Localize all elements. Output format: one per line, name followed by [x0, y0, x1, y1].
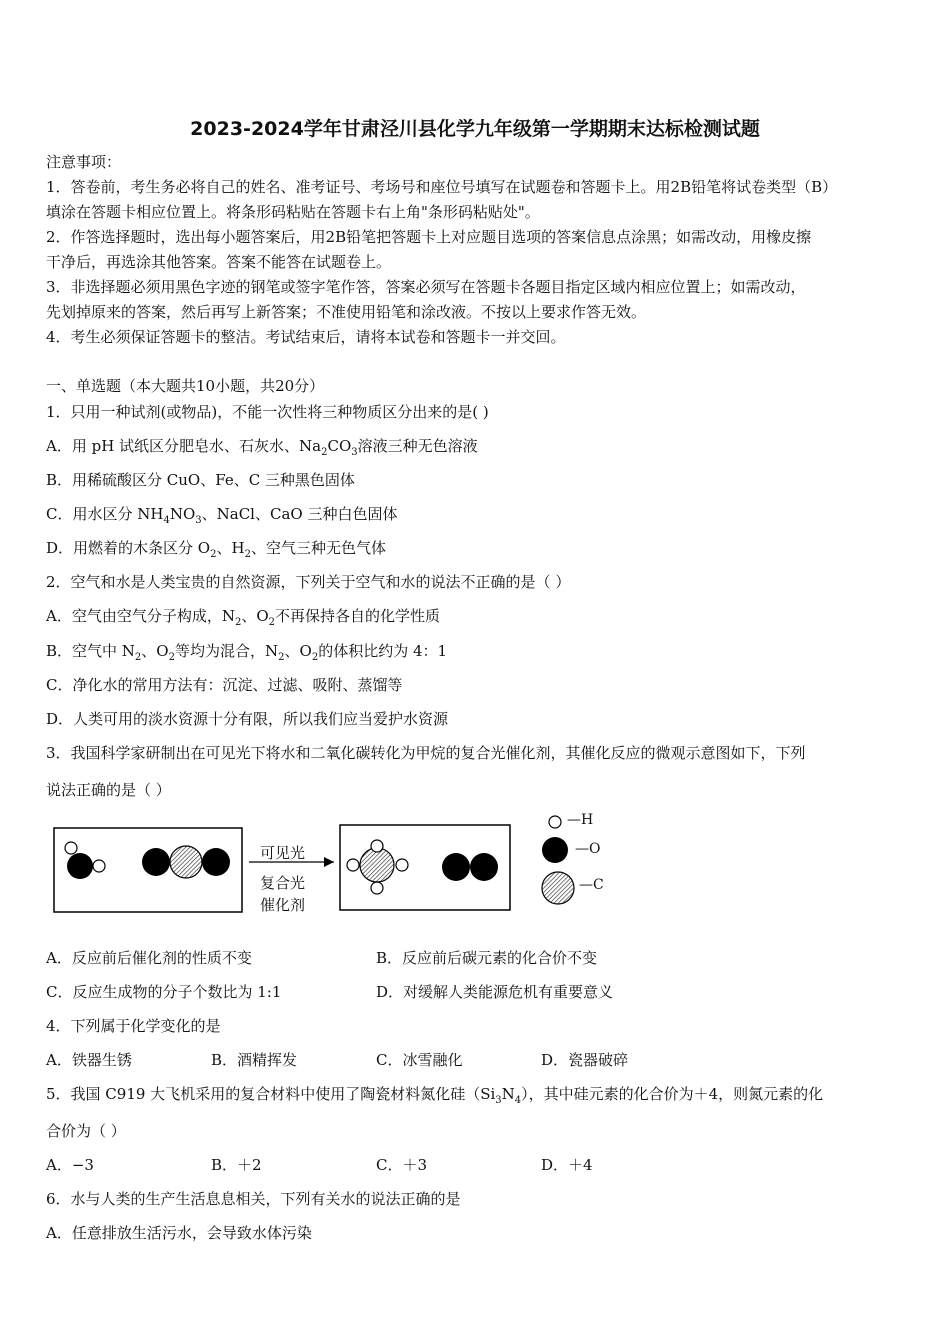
- question-stem: 6．水与人类的生产生活息息相关，下列有关水的说法正确的是: [46, 1190, 461, 1208]
- o-atom: [67, 853, 93, 879]
- option-a: A．−3: [46, 1156, 94, 1174]
- option-a: A．反应前后催化剂的性质不变: [46, 949, 252, 967]
- notice-line: 4．考生必须保证答题卡的整洁。考试结束后，请将本试卷和答题卡一并交回。: [46, 328, 566, 346]
- option-c: C．净化水的常用方法有：沉淀、过滤、吸附、蒸馏等: [46, 676, 403, 694]
- o-atom: [470, 853, 498, 881]
- arrow-head: [324, 857, 334, 867]
- c-atom: [170, 846, 202, 878]
- notice-line: 2．作答选择题时，选出每小题答案后，用2B铅笔把答题卡上对应题目选项的答案信息点涂黑；如需改动，用橡皮擦: [46, 228, 812, 246]
- h-atom: [347, 859, 359, 871]
- option-a: A．铁器生锈: [46, 1051, 132, 1069]
- notice-line: 3．非选择题必须用黑色字迹的钢笔或签字笔作答，答案必须写在答题卡各题目指定区域内相应位置上；如需改动，: [46, 278, 806, 296]
- option-b: B．空气中 $N_2$、$O_2$等均为混合，$N_2$、$O_2$的体积比约为 4：1: [46, 642, 448, 663]
- option-d: D．瓷器破碎: [541, 1051, 629, 1069]
- legend-h-atom: [549, 816, 561, 828]
- notice-heading: 注意事项：: [46, 153, 122, 171]
- h-atom: [371, 882, 383, 894]
- question-stem: 2．空气和水是人类宝贵的自然资源，下列关于空气和水的说法不正确的是（ ）: [46, 573, 571, 591]
- option-c: C．＋3: [376, 1156, 428, 1174]
- arrow-label-light: 可见光: [260, 844, 306, 862]
- question-stem: 5．我国 C919 大飞机采用的复合材料中使用了陶瓷材料氮化硅$(Si_3N_4)$，其中硅元素的化合价为＋4，则氮元素的化: [46, 1085, 824, 1106]
- question-stem: 合价为（ ）: [46, 1122, 126, 1140]
- option-c: C．冰雪融化: [376, 1051, 463, 1069]
- reaction-svg: [52, 815, 632, 920]
- h-atom: [371, 840, 383, 852]
- option-d: D．对缓解人类能源危机有重要意义: [376, 983, 614, 1001]
- legend-o-atom: [542, 837, 568, 863]
- question-stem: 说法正确的是（ ）: [46, 781, 171, 799]
- arrow-label-catalyst: 复合光: [260, 874, 306, 892]
- o-atom: [202, 848, 230, 876]
- legend-c-label: —C: [579, 877, 604, 893]
- notice-line: 干净后，再选涂其他答案。答案不能答在试题卷上。: [46, 253, 392, 271]
- option-c: C．反应生成物的分子个数比为 1:1: [46, 983, 282, 1001]
- h-atom: [93, 860, 105, 872]
- option-a: A．任意排放生活污水，会导致水体污染: [46, 1224, 312, 1242]
- section-heading: 一、单选题（本大题共10小题，共20分）: [46, 377, 325, 395]
- legend-h-label: —H: [567, 812, 594, 828]
- c-atom: [360, 848, 394, 882]
- notice-line: 先划掉原来的答案，然后再写上新答案；不准使用铅笔和涂改液。不按以上要求作答无效。: [46, 303, 647, 321]
- option-d: D．＋4: [541, 1156, 593, 1174]
- reaction-diagram: [52, 812, 632, 920]
- page-title: 2023-2024学年甘肃泾川县化学九年级第一学期期末达标检测试题: [190, 118, 760, 140]
- question-stem: 1．只用一种试剂(或物品)，不能一次性将三种物质区分出来的是( ): [46, 403, 489, 421]
- question-stem: 4．下列属于化学变化的是: [46, 1017, 221, 1035]
- option-c: C．用水区分 $NH_4NO_3$、NaCl、CaO 三种白色固体: [46, 505, 398, 526]
- h-atom: [65, 842, 77, 854]
- legend-c-atom: [542, 872, 574, 904]
- notice-line: 1．答卷前，考生务必将自己的姓名、准考证号、考场号和座位号填写在试题卷和答题卡上。用2B铅笔将试卷类型（B）: [46, 178, 838, 196]
- o-atom: [442, 853, 470, 881]
- h-atom: [396, 859, 408, 871]
- arrow-label-catalyst: 催化剂: [260, 896, 306, 914]
- option-a: A．用 pH 试纸区分肥皂水、石灰水、$Na_2CO_3$溶液三种无色溶液: [46, 437, 478, 458]
- o-atom: [142, 848, 170, 876]
- option-d: D．用燃着的木条区分 $O_2$、$H_2$、空气三种无色气体: [46, 539, 386, 560]
- question-stem: 3．我国科学家研制出在可见光下将水和二氧化碳转化为甲烷的复合光催化剂，其催化反应的微观示意图如下，下列: [46, 744, 806, 762]
- legend-o-label: —O: [575, 841, 601, 857]
- option-a: A．空气由空气分子构成，$N_2$、$O_2$不再保持各自的化学性质: [46, 607, 441, 628]
- option-b: B．酒精挥发: [211, 1051, 298, 1069]
- option-d: D．人类可用的淡水资源十分有限，所以我们应当爱护水资源: [46, 710, 449, 728]
- option-b: B．反应前后碳元素的化合价不变: [376, 949, 598, 967]
- option-b: B．＋2: [211, 1156, 262, 1174]
- option-b: B．用稀硫酸区分 CuO、Fe、C 三种黑色固体: [46, 471, 355, 489]
- notice-line: 填涂在答题卡相应位置上。将条形码粘贴在答题卡右上角"条形码粘贴处"。: [46, 203, 540, 221]
